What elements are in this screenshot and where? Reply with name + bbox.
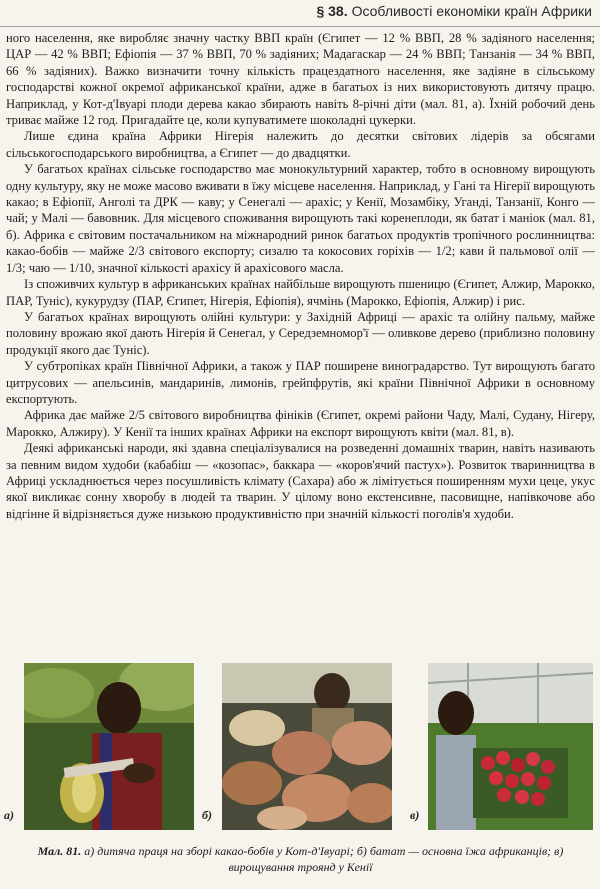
photo-label-a: а) xyxy=(4,808,14,822)
paragraph: У багатьох країнах сільське господарство має монокультурний характер, тобто в основному вирощують одну культуру, яку не може масово вживати в їжу місцеве населення. Наприклад, у Гані та Нігерії вирощують какао; в Ефіопії, Анголі та ДРК — каву; у Сенегалі — арахіс; у Кенії, Мозамбіку, Уганді, Танзанії, Конго — чай; у Малі — бавовник. Для місцевого споживання вирощують такі коренеплоди, як батат і маніок (мал. 81, б). Африка є світовим постачальником на міжнародний ринок багатьох продуктів тропічного рослинництва: какао-бобів — майже 2/3 світового експорту; сизалю та кокосових горіхів — 1/2; кави й пальмової олії — 1/3; чаю — 1/10, значної кількості арахісу й арахісового масла. xyxy=(6,162,595,275)
paragraph: Лише єдина країна Африки Нігерія належить до десятки світових лідерів за обсягами сільськогосподарського виробництва, а Єгипет — до двадцятки. xyxy=(6,129,595,160)
figure-caption xyxy=(6,843,595,875)
paragraph: Деякі африканські народи, які здавна спеціалізувалися на розведенні домашніх тварин, навіть називають за певним видом худоби (кабабіш — «козопас», баккара — «коров'ячий пастух»). Розвиток тваринництва в Африці ускладнюється через посушливість клімату (Сахара) або ж лімітується поширенням мухи цеце, укус якої викликає сонну хворобу в людей та тварин. У цілому воно екстенсивне, пасовищне, напівкочове або відгінне й відрізняється дуже низькою продуктивністю при значній кількості поголів'я худоби. xyxy=(6,441,595,521)
caption-text: а) дитяча праця на зборі какао-бобів у Кот-д'Івуарі; б) батат — основна їжа африканців; в) вирощування троянд у Кенії xyxy=(81,844,564,874)
figure-photos xyxy=(0,663,600,835)
photo-label-b: б) xyxy=(202,808,212,822)
text-body xyxy=(6,30,595,522)
paragraph: У багатьох країнах вирощують олійні культури: у Західній Африці — арахіс та олійну пальму, майже половину врожаю якої дають Нігерія й Сенегал, у Середземномор'ї — оливкове дерево (приблизно половину продукції якого дає Туніс). xyxy=(6,309,595,357)
sweet-potato-market-photo xyxy=(222,663,392,830)
paragraph: У субтропіках країн Північної Африки, а також у ПАР поширене виноградарство. Тут вирощують багато цитрусових — апельсинів, мандаринів, лимонів, грейпфрутів, які країни Північної Африки в основному експортують. xyxy=(6,359,595,406)
photo-label-c: в) xyxy=(410,808,420,822)
section-title xyxy=(316,3,592,19)
paragraph: Африка дає майже 2/5 світового виробництва фініків (Єгипет, окремі райони Чаду, Малі, Судану, Нігеру, Марокко, Алжиру). У Кенії та інших країнах Африки на експорт вирощують квіти (мал. 81, в). xyxy=(6,408,595,439)
roses-greenhouse-photo xyxy=(428,663,593,830)
section-number: § 38. xyxy=(316,3,348,19)
section-name: Особливості економіки країн Африки xyxy=(351,3,592,19)
page-header xyxy=(0,0,600,27)
cocoa-harvest-photo xyxy=(24,663,194,830)
paragraph: Із споживчих культур в африканських країнах найбільше вирощують пшеницю (Єгипет, Алжир, Марокко, ПАР, Туніс), кукурудзу (ПАР, Єгипет, Нігерія, Ефіопія), ячмінь (Марокко, Ефіопія, Алжир) і рис. xyxy=(6,277,595,308)
paragraph: ного населення, яке виробляє значну частку ВВП країн (Єгипет — 12 % ВВП, 28 % задіяного населення; ЦАР — 42 % ВВП; Ефіопія — 37 % ВВП, 70 % задіяних; Мадагаскар — 24 % ВВП; Танзанія — 34 % ВВП, 66 % задіяних). Важко визначити точну кількість працездатного населення, яке задіяне в сільському господарстві кожної окремої африканської країни, адже в багатьох із них використовують дитячу працю. Наприклад, у Кот-д'Івуарі плоди дерева какао збирають навіть 8-річні діти (мал. 81, а). Їхній робочий день триває майже 12 год. Пригадайте це, коли купуватимете шоколадні цукерки. xyxy=(6,31,595,128)
caption-title: Мал. 81. xyxy=(37,844,82,858)
